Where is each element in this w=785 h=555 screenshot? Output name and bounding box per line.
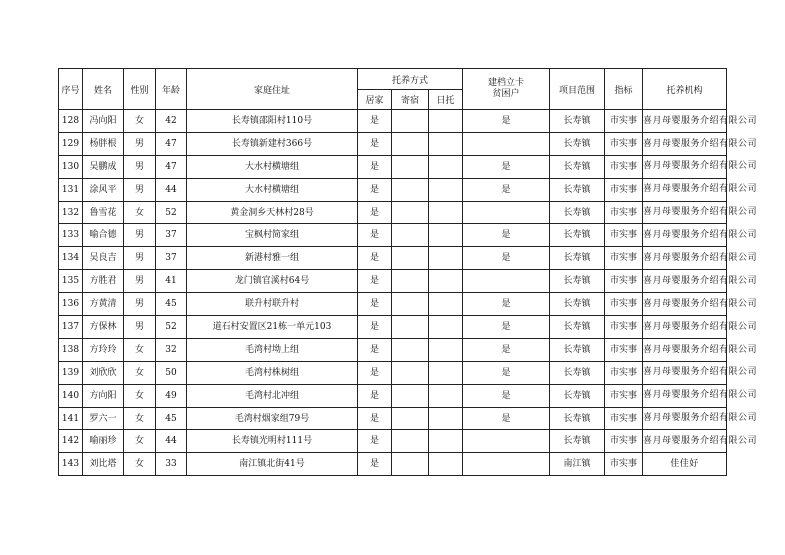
cell-poor-household	[463, 132, 550, 155]
cell-boarding	[392, 110, 429, 133]
cell-home: 是	[358, 361, 392, 384]
cell-seq: 132	[59, 201, 83, 224]
cell-quota: 市实事	[605, 224, 643, 247]
cell-age: 42	[156, 110, 187, 133]
cell-poor-household	[463, 453, 550, 476]
cell-seq: 135	[59, 270, 83, 293]
cell-quota: 市实事	[605, 201, 643, 224]
cell-address: 毛湾村北冲组	[187, 384, 358, 407]
cell-boarding	[392, 201, 429, 224]
cell-seq: 139	[59, 361, 83, 384]
cell-sex: 男	[124, 270, 156, 293]
cell-name: 喻合德	[83, 224, 124, 247]
cell-seq: 131	[59, 178, 83, 201]
cell-name: 罗六一	[83, 407, 124, 430]
cell-daycare	[429, 430, 463, 453]
cell-sex: 男	[124, 178, 156, 201]
cell-scope: 长寿镇	[550, 155, 605, 178]
cell-daycare	[429, 361, 463, 384]
table-header	[59, 69, 727, 110]
cell-quota: 市实事	[605, 247, 643, 270]
cell-boarding	[392, 407, 429, 430]
cell-name: 方保林	[83, 316, 124, 339]
cell-seq: 143	[59, 453, 83, 476]
cell-daycare	[429, 293, 463, 316]
cell-scope: 长寿镇	[550, 178, 605, 201]
cell-seq: 138	[59, 338, 83, 361]
cell-boarding	[392, 132, 429, 155]
cell-address: 大水村横塘组	[187, 178, 358, 201]
table-row	[59, 361, 727, 384]
cell-home: 是	[358, 155, 392, 178]
cell-quota: 市实事	[605, 407, 643, 430]
cell-home: 是	[358, 247, 392, 270]
header-seq: 序号	[59, 69, 83, 110]
cell-seq: 137	[59, 316, 83, 339]
cell-address: 黄金洞乡天林村28号	[187, 201, 358, 224]
cell-poor-household: 是	[463, 178, 550, 201]
table-row	[59, 132, 727, 155]
cell-age: 37	[156, 247, 187, 270]
cell-poor-household	[463, 430, 550, 453]
cell-address: 龙门镇官溪村64号	[187, 270, 358, 293]
cell-daycare	[429, 132, 463, 155]
cell-age: 47	[156, 132, 187, 155]
cell-quota: 市实事	[605, 270, 643, 293]
cell-seq: 129	[59, 132, 83, 155]
table-row	[59, 247, 727, 270]
cell-sex: 男	[124, 316, 156, 339]
cell-age: 44	[156, 178, 187, 201]
cell-daycare	[429, 201, 463, 224]
cell-address: 宝枫村简家组	[187, 224, 358, 247]
cell-address: 南江镇北街41号	[187, 453, 358, 476]
table-row	[59, 316, 727, 339]
cell-org: 喜月母婴服务介绍有限公司	[643, 178, 727, 201]
cell-home: 是	[358, 110, 392, 133]
cell-sex: 女	[124, 407, 156, 430]
cell-name: 喻丽珍	[83, 430, 124, 453]
cell-quota: 市实事	[605, 453, 643, 476]
header-poor-household	[463, 69, 550, 110]
cell-poor-household: 是	[463, 361, 550, 384]
cell-daycare	[429, 110, 463, 133]
header-boarding: 寄宿	[392, 90, 429, 110]
cell-daycare	[429, 224, 463, 247]
cell-sex: 男	[124, 247, 156, 270]
table-row	[59, 453, 727, 476]
cell-org: 喜月母婴服务介绍有限公司	[643, 224, 727, 247]
cell-quota: 市实事	[605, 430, 643, 453]
cell-home: 是	[358, 132, 392, 155]
cell-address: 毛湾村株树组	[187, 361, 358, 384]
cell-boarding	[392, 384, 429, 407]
cell-daycare	[429, 338, 463, 361]
cell-boarding	[392, 247, 429, 270]
cell-boarding	[392, 178, 429, 201]
cell-address: 长寿镇邵阳村110号	[187, 110, 358, 133]
cell-boarding	[392, 361, 429, 384]
cell-age: 37	[156, 224, 187, 247]
table-row	[59, 430, 727, 453]
cell-quota: 市实事	[605, 132, 643, 155]
cell-daycare	[429, 270, 463, 293]
cell-org: 喜月母婴服务介绍有限公司	[643, 201, 727, 224]
cell-daycare	[429, 316, 463, 339]
cell-name: 方胜君	[83, 270, 124, 293]
cell-scope: 长寿镇	[550, 270, 605, 293]
cell-home: 是	[358, 224, 392, 247]
cell-boarding	[392, 430, 429, 453]
cell-scope: 长寿镇	[550, 430, 605, 453]
cell-name: 刘欣欣	[83, 361, 124, 384]
cell-scope: 长寿镇	[550, 384, 605, 407]
cell-quota: 市实事	[605, 338, 643, 361]
cell-poor-household: 是	[463, 316, 550, 339]
table-row	[59, 293, 727, 316]
cell-daycare	[429, 453, 463, 476]
cell-scope: 长寿镇	[550, 110, 605, 133]
cell-seq: 141	[59, 407, 83, 430]
cell-poor-household: 是	[463, 338, 550, 361]
cell-quota: 市实事	[605, 110, 643, 133]
cell-sex: 男	[124, 293, 156, 316]
header-sex: 性别	[124, 69, 156, 110]
cell-seq: 136	[59, 293, 83, 316]
header-name: 姓名	[83, 69, 124, 110]
cell-daycare	[429, 178, 463, 201]
cell-sex: 男	[124, 132, 156, 155]
cell-seq: 128	[59, 110, 83, 133]
cell-age: 44	[156, 430, 187, 453]
cell-sex: 女	[124, 338, 156, 361]
cell-org: 喜月母婴服务介绍有限公司	[643, 338, 727, 361]
cell-sex: 女	[124, 110, 156, 133]
cell-poor-household	[463, 270, 550, 293]
cell-name: 吴良吉	[83, 247, 124, 270]
cell-poor-household: 是	[463, 110, 550, 133]
cell-address: 毛湾村烟家组79号	[187, 407, 358, 430]
cell-home: 是	[358, 453, 392, 476]
cell-boarding	[392, 155, 429, 178]
cell-age: 32	[156, 338, 187, 361]
cell-org: 佳佳好	[643, 453, 727, 476]
cell-sex: 女	[124, 453, 156, 476]
cell-scope: 长寿镇	[550, 132, 605, 155]
header-daycare: 日托	[429, 90, 463, 110]
cell-home: 是	[358, 316, 392, 339]
cell-home: 是	[358, 270, 392, 293]
cell-quota: 市实事	[605, 178, 643, 201]
header-poor-line1: 建档立卡	[488, 78, 525, 88]
table-row	[59, 224, 727, 247]
cell-name: 方黄清	[83, 293, 124, 316]
cell-name: 方玲玲	[83, 338, 124, 361]
cell-daycare	[429, 155, 463, 178]
cell-poor-household: 是	[463, 224, 550, 247]
cell-home: 是	[358, 384, 392, 407]
cell-age: 49	[156, 384, 187, 407]
cell-address: 新港村雅一组	[187, 247, 358, 270]
table-row	[59, 201, 727, 224]
cell-poor-household: 是	[463, 384, 550, 407]
cell-quota: 市实事	[605, 384, 643, 407]
cell-poor-household: 是	[463, 247, 550, 270]
table-row	[59, 155, 727, 178]
cell-poor-household	[463, 201, 550, 224]
header-poor-line2: 贫困户	[492, 89, 520, 99]
cell-name: 杨胖根	[83, 132, 124, 155]
cell-name: 刘比塔	[83, 453, 124, 476]
table-row	[59, 407, 727, 430]
cell-boarding	[392, 224, 429, 247]
cell-scope: 长寿镇	[550, 361, 605, 384]
cell-name: 吴鹏成	[83, 155, 124, 178]
cell-age: 33	[156, 453, 187, 476]
cell-home: 是	[358, 178, 392, 201]
cell-scope: 长寿镇	[550, 224, 605, 247]
cell-org: 喜月母婴服务介绍有限公司	[643, 430, 727, 453]
cell-address: 联升村联升村	[187, 293, 358, 316]
cell-poor-household: 是	[463, 293, 550, 316]
cell-age: 50	[156, 361, 187, 384]
cell-address: 毛湾村坳上组	[187, 338, 358, 361]
table-body	[59, 110, 758, 476]
cell-address: 长寿镇新建村366号	[187, 132, 358, 155]
cell-org: 喜月母婴服务介绍有限公司	[643, 155, 727, 178]
cell-age: 45	[156, 293, 187, 316]
cell-home: 是	[358, 293, 392, 316]
cell-sex: 男	[124, 224, 156, 247]
cell-daycare	[429, 407, 463, 430]
cell-name: 鲁雪花	[83, 201, 124, 224]
cell-sex: 女	[124, 201, 156, 224]
cell-age: 52	[156, 316, 187, 339]
cell-org: 喜月母婴服务介绍有限公司	[643, 361, 727, 384]
cell-boarding	[392, 293, 429, 316]
table-row	[59, 338, 727, 361]
cell-boarding	[392, 338, 429, 361]
header-care-mode: 托养方式	[358, 69, 463, 90]
header-scope: 项目范围	[550, 69, 605, 110]
cell-name: 涂风平	[83, 178, 124, 201]
cell-quota: 市实事	[605, 316, 643, 339]
cell-address: 道石村安置区21栋一单元103	[187, 316, 358, 339]
cell-seq: 133	[59, 224, 83, 247]
cell-quota: 市实事	[605, 361, 643, 384]
cell-age: 45	[156, 407, 187, 430]
cell-daycare	[429, 247, 463, 270]
cell-age: 47	[156, 155, 187, 178]
cell-scope: 长寿镇	[550, 407, 605, 430]
cell-org: 喜月母婴服务介绍有限公司	[643, 384, 727, 407]
cell-home: 是	[358, 430, 392, 453]
cell-sex: 男	[124, 155, 156, 178]
cell-seq: 134	[59, 247, 83, 270]
cell-name: 冯向阳	[83, 110, 124, 133]
cell-boarding	[392, 453, 429, 476]
cell-org: 喜月母婴服务介绍有限公司	[643, 110, 727, 133]
header-age: 年龄	[156, 69, 187, 110]
cell-address: 长寿镇光明村111号	[187, 430, 358, 453]
cell-scope: 长寿镇	[550, 247, 605, 270]
cell-poor-household: 是	[463, 407, 550, 430]
cell-scope: 长寿镇	[550, 316, 605, 339]
cell-org: 喜月母婴服务介绍有限公司	[643, 316, 727, 339]
header-address: 家庭住址	[187, 69, 358, 110]
cell-seq: 140	[59, 384, 83, 407]
header-org: 托养机构	[643, 69, 727, 110]
cell-home: 是	[358, 407, 392, 430]
cell-daycare	[429, 384, 463, 407]
cell-scope: 长寿镇	[550, 338, 605, 361]
cell-boarding	[392, 316, 429, 339]
cell-sex: 女	[124, 430, 156, 453]
cell-age: 52	[156, 201, 187, 224]
cell-age: 41	[156, 270, 187, 293]
cell-quota: 市实事	[605, 293, 643, 316]
cell-name: 方向阳	[83, 384, 124, 407]
header-quota: 指标	[605, 69, 643, 110]
cell-sex: 女	[124, 384, 156, 407]
table-row	[59, 270, 727, 293]
cell-home: 是	[358, 338, 392, 361]
cell-scope: 长寿镇	[550, 201, 605, 224]
cell-home: 是	[358, 201, 392, 224]
cell-seq: 142	[59, 430, 83, 453]
cell-org: 喜月母婴服务介绍有限公司	[643, 247, 727, 270]
header-home: 居家	[358, 90, 392, 110]
cell-sex: 女	[124, 361, 156, 384]
cell-quota: 市实事	[605, 155, 643, 178]
cell-org: 喜月母婴服务介绍有限公司	[643, 270, 727, 293]
cell-org: 喜月母婴服务介绍有限公司	[643, 407, 727, 430]
cell-boarding	[392, 270, 429, 293]
table-row	[59, 110, 727, 133]
cell-scope: 长寿镇	[550, 293, 605, 316]
cell-org: 喜月母婴服务介绍有限公司	[643, 293, 727, 316]
cell-address: 大水村横塘组	[187, 155, 358, 178]
table-row	[59, 384, 727, 407]
cell-poor-household: 是	[463, 155, 550, 178]
table-row	[59, 178, 727, 201]
cell-org: 喜月母婴服务介绍有限公司	[643, 132, 727, 155]
care-roster-table	[58, 68, 758, 476]
cell-seq: 130	[59, 155, 83, 178]
cell-scope: 南江镇	[550, 453, 605, 476]
